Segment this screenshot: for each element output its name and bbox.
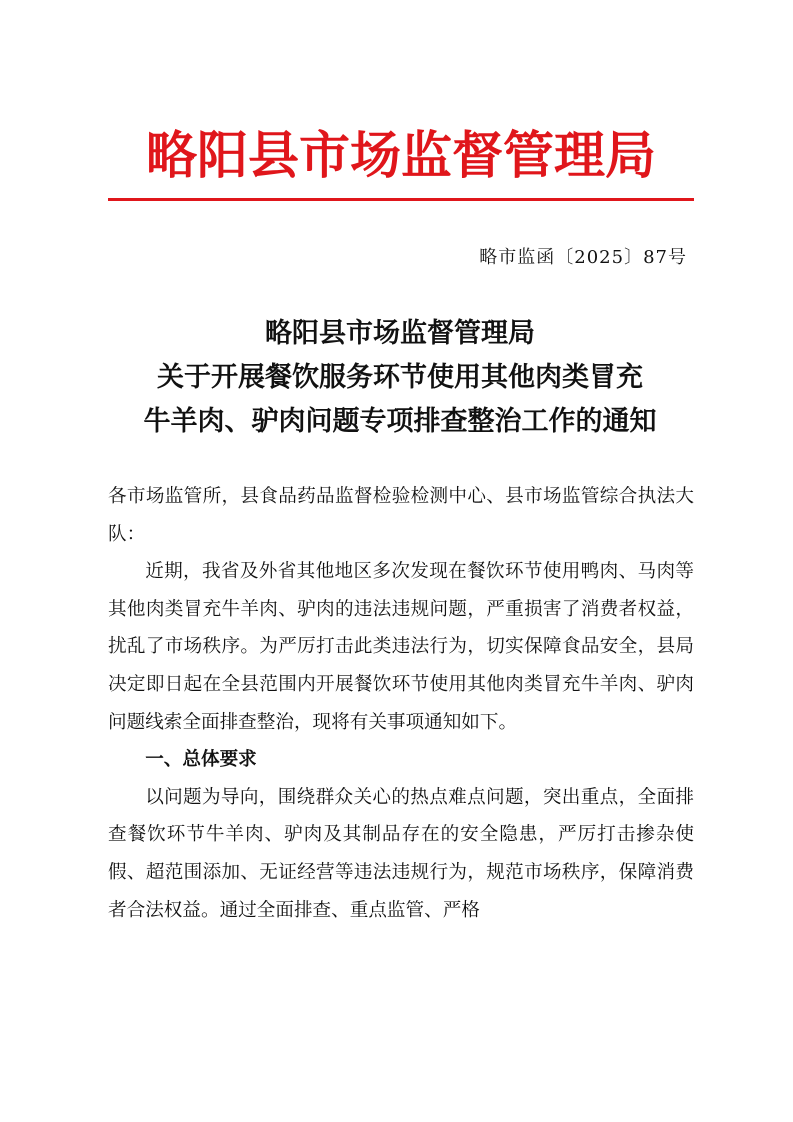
document-body [108,478,694,929]
salutation: 各市场监管所，县食品药品监督检验检测中心、县市场监管综合执法大队： [108,486,694,545]
title-line: 略阳县市场监督管理局 [265,318,535,349]
document-number: 略市监函〔2025〕87号 [479,247,687,268]
red-header-rule [108,198,694,201]
section-heading: 一、总体要求 [145,749,257,771]
title-line: 牛羊肉、驴肉问题专项排查整治工作的通知 [143,406,657,437]
title-line: 关于开展餐饮服务环节使用其他肉类冒充 [157,362,643,393]
document-title [100,312,700,444]
issuing-authority-header: 略阳县市场监督管理局 [145,126,656,186]
section-paragraph: 以问题为导向，围绕群众关心的热点难点问题，突出重点，全面排查餐饮环节牛羊肉、驴肉及其制品存在的安全隐患，严厉打击掺杂使假、超范围添加、无证经营等违法违规行为，规范市场秩序，保障消费者合法权益。通过全面排查、重点监管、严格 [108,786,694,921]
body-paragraph: 近期，我省及外省其他地区多次发现在餐饮环节使用鸭肉、马肉等其他肉类冒充牛羊肉、驴肉的违法违规问题，严重损害了消费者权益，扰乱了市场秩序。为严厉打击此类违法行为，切实保障食品安全，县局决定即日起在全县范围内开展餐饮环节使用其他肉类冒充牛羊肉、驴肉问题线索全面排查整治，现将有关事项通知如下。 [108,561,694,733]
